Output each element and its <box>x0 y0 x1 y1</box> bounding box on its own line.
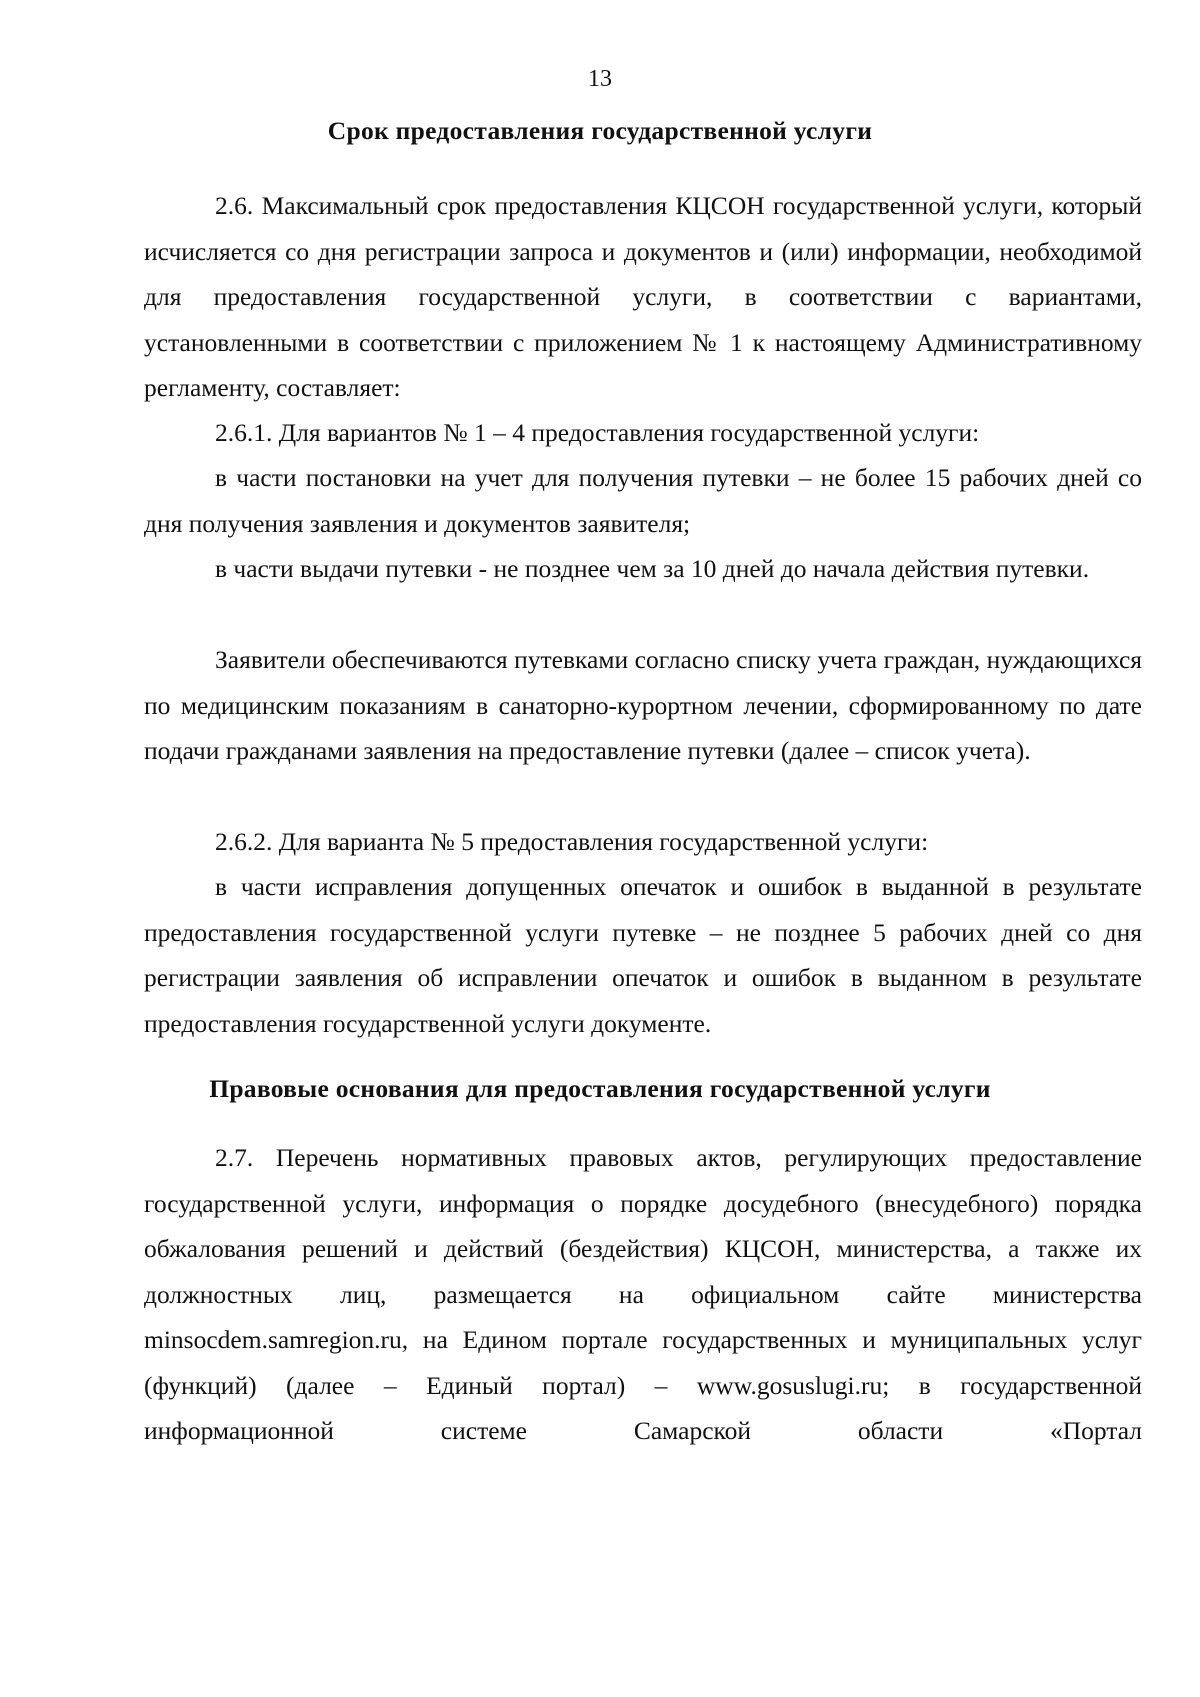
paragraph-2-6: 2.6. Максимальный срок предоставления КЦСОН государственной услуги, который исчисляется со дня регистрации запроса и документов и (или) информации, необходимой для предоставления государственной услуги, в соответствии с вариантами, установленными в соответствии с приложением № 1 к настоящему Административному регламенту, составляет: <box>144 191 1142 402</box>
page-number: 13 <box>588 66 612 92</box>
paragraph-2-6-2: 2.6.2. Для варианта № 5 предоставления государственной услуги: <box>215 827 929 856</box>
paragraph-issue-term: в части выдачи путевки - не позднее чем за 10 дней до начала действия путевки. <box>215 554 1090 583</box>
paragraph-registration-term: в части постановки на учет для получения путевки – не более 15 рабочих дней со дня получения заявления и документов заявителя; <box>144 463 1142 538</box>
section-heading-term: Срок предоставления государственной услуги <box>327 116 873 145</box>
paragraph-2-7: 2.7. Перечень нормативных правовых актов, регулирующих предоставление государственной услуги, информация о порядке досудебного (внесудебного) порядка обжалования решений и действий (бездействия) КЦСОН, министерства, а также их должностных лиц, размещается на официальном сайте министерства minsocdem.samregion.ru, на Едином портале государственных и муниципальных услуг (функций) (далее – Единый портал) – www.gosuslugi.ru; в государственной информационной системе Самарской области «Портал <box>144 1143 1142 1445</box>
paragraph-corrections-term: в части исправления допущенных опечаток и ошибок в выданной в результате предоставления государственной услуги путевке – не позднее 5 рабочих дней со дня регистрации заявления об исправлении опечаток и ошибок в выданном в результате предоставления государственной услуги документе. <box>144 872 1142 1038</box>
section-heading-legal-basis: Правовые основания для предоставления государственной услуги <box>209 1074 991 1103</box>
paragraph-2-6-1: 2.6.1. Для вариантов № 1 – 4 предоставления государственной услуги: <box>215 418 980 447</box>
paragraph-applicants-list: Заявители обеспечиваются путевками согласно списку учета граждан, нуждающихся по медицинским показаниям в санаторно-курортном лечении, сформированному по дате подачи гражданами заявления на предоставление путевки (далее – список учета). <box>144 645 1142 765</box>
